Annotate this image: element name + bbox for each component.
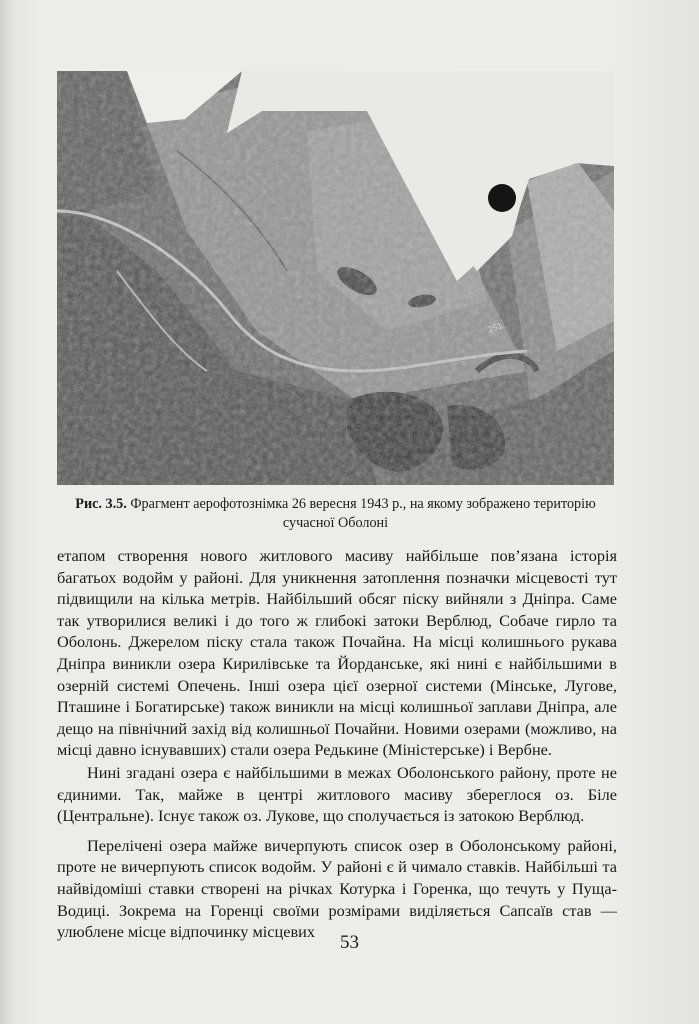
paragraph: етапом створення нового житлового масиву найбільше пов’язана історія багатьох водойм у районі. Для уникнення затоплення позначки місцевості тут підвищили на кілька метрів. Найбільший обсяг піску вийняли з Дніпра. Саме так утворилися великі і до того ж глибокі затоки Верблюд, Собаче гирло та Оболонь. Джерелом піску стала також Почайна. На місці колишнього рукава Дніпра виникли озера Кирилівське та Йорданське, які нині є найбільшими в озерній системі Опечень. Інші озера цієї озерної системи (Мінське, Лугове, Пташине і Богатирське) також виникли на місці колишньої заплави Дніпра, але дещо на північний захід від колишньої Почайни. Новими озерами (можливо, на місці давно існувавших) стали озера Редькине (Міністерське) і Вербне. [57,546,617,760]
figure-caption-text: Фрагмент аерофотознімка 26 вересня 1943 р., на якому зображено територію сучасної Оболоні [130,496,596,531]
figure-caption [57,495,614,533]
main-text [57,545,617,943]
paragraph: Перелічені озера майже вичерпують список озер в Оболонському районі, проте не вичерпують список водойм. У районі є й чимало ставків. Найбільші та найвідоміші ставки створені на річках Котурка і Горенка, що течуть у Пуща-Водиці. Зокрема на Горенці своїми розмірами виділяється Сапсаїв став — улюблене місце відпочинку місцевих [57,835,617,942]
photo-inscription: 251 [486,320,504,335]
page-number: 53 [340,932,359,953]
figure-label: Рис. 3.5. [75,496,127,512]
aerial-photograph [57,71,614,485]
paragraph: Нині згадані озера є найбільшими в межах Оболонського району, проте не єдиними. Так, майже в центрі житлового масиву збереглося оз. Біле (Центральне). Існує також оз. Лукове, що сполучається із затокою Верблюд. [57,762,617,826]
